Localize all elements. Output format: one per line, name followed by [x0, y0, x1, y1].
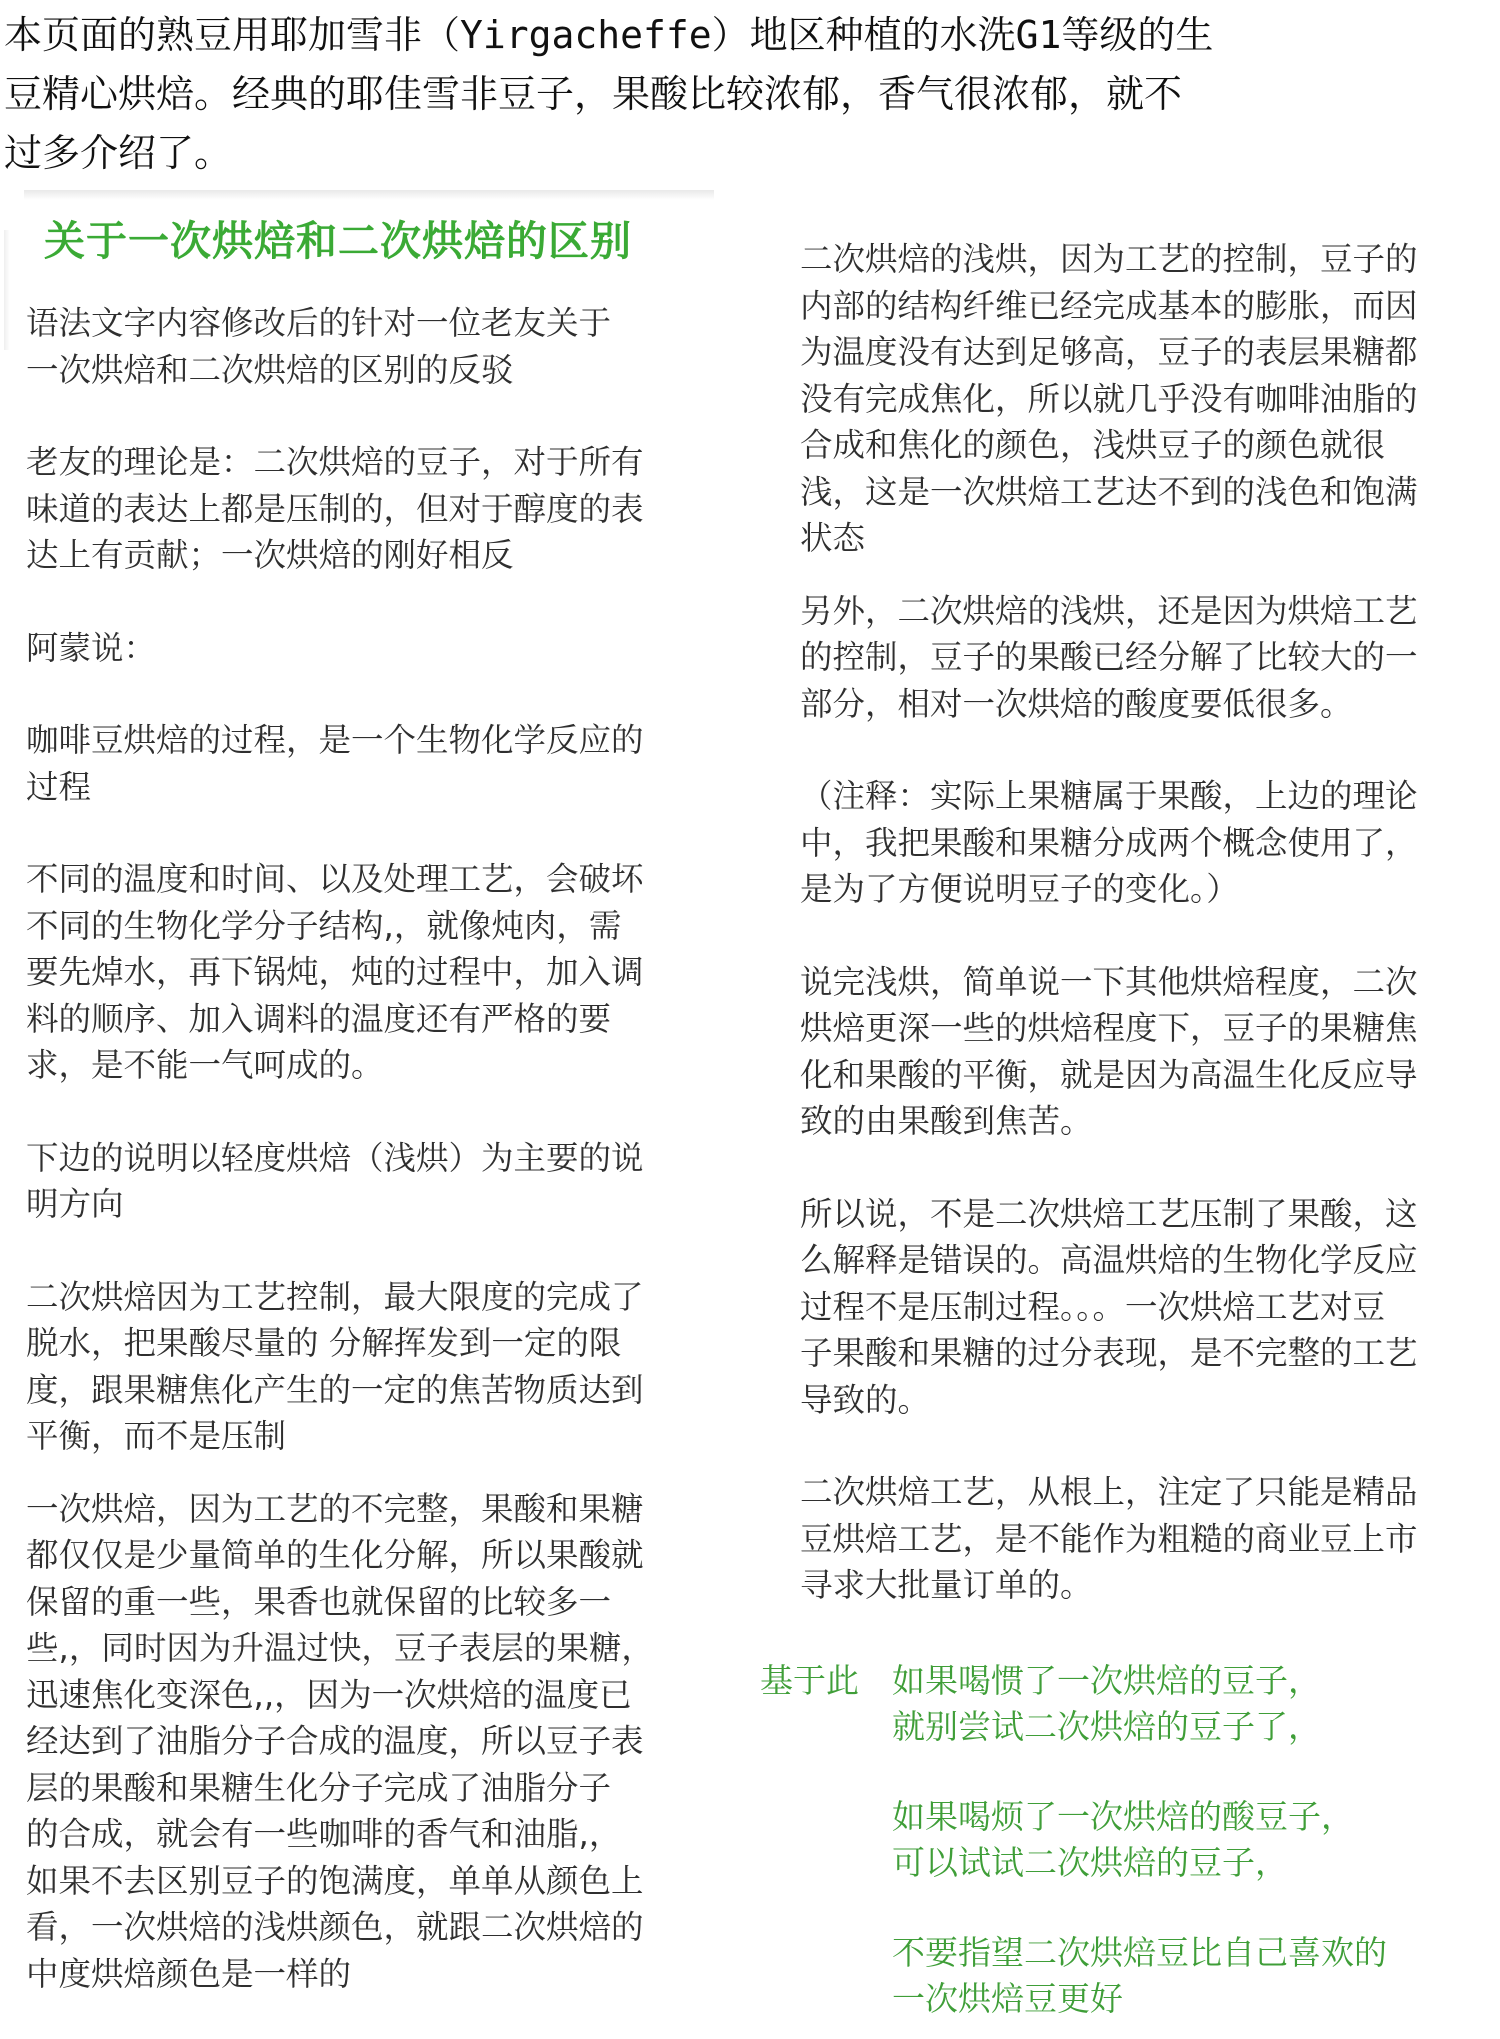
- text-line: 明方向: [26, 1185, 124, 1223]
- text-line: 层的果酸和果糖生化分子完成了油脂分子: [26, 1768, 612, 1807]
- intro-line: 豆精心烘焙。经典的耶佳雪非豆子，果酸比较浓郁，香气很浓郁，就不: [4, 72, 1183, 116]
- conclusion-line: 可以试试二次烘焙的豆子，: [892, 1843, 1288, 1882]
- image-top-edge: [24, 190, 714, 200]
- paragraph: [26, 300, 706, 393]
- text-line: 二次烘焙因为工艺控制，最大限度的完成了: [26, 1277, 644, 1316]
- conclusion-line: 不要指望二次烘焙豆比自己喜欢的: [892, 1933, 1387, 1972]
- text-line: 为温度没有达到足够高，豆子的表层果糖都: [800, 333, 1418, 371]
- text-line: 导致的。: [800, 1380, 931, 1419]
- paragraph: [26, 1274, 706, 1460]
- text-line: 的合成，就会有一些咖啡的香气和油脂,，: [26, 1815, 622, 1853]
- right-column: [800, 236, 1480, 1609]
- text-line: 些,，同时因为升温过快，豆子表层的果糖，: [26, 1629, 654, 1667]
- text-line: 过程: [26, 767, 92, 806]
- intro-line: 本页面的熟豆用耶加雪非（Yirgacheffe）地区种植的水洗G1等级的生: [4, 13, 1214, 57]
- text-line: 中，我把果酸和果糖分成两个概念使用了，: [800, 823, 1418, 862]
- image-left-edge: [4, 230, 10, 350]
- text-line: 老友的理论是：二次烘焙的豆子，对于所有: [26, 443, 644, 481]
- text-line: 另外，二次烘焙的浅烘，还是因为烘焙工艺: [800, 591, 1418, 630]
- text-line: 寻求大批量订单的。: [800, 1566, 1093, 1604]
- text-line: 不同的温度和时间、以及处理工艺，会破坏: [26, 860, 644, 898]
- paragraph: [26, 1486, 706, 1998]
- conclusion-body: [892, 1658, 1480, 2022]
- text-line: 迅速焦化变深色,,，因为一次烘焙的温度已: [26, 1675, 632, 1714]
- paragraph: [800, 959, 1480, 1145]
- paragraph: [26, 1135, 706, 1228]
- text-line: 内部的结构纤维已经完成基本的膨胀，而因: [800, 286, 1418, 325]
- text-line: 咖啡豆烘焙的过程，是一个生物化学反应的: [26, 721, 644, 759]
- text-line: 脱水，把果酸尽量的 分解挥发到一定的限: [26, 1324, 622, 1362]
- paragraph: [800, 773, 1480, 913]
- text-line: 合成和焦化的颜色，浅烘豆子的颜色就很: [800, 426, 1386, 464]
- text-line: 二次烘焙的浅烘，因为工艺的控制，豆子的: [800, 240, 1418, 278]
- text-line: 要先焯水，再下锅炖，炖的过程中，加入调: [26, 953, 644, 991]
- paragraph: [800, 236, 1480, 562]
- text-line: 如果不去区别豆子的饱满度，单单从颜色上: [26, 1861, 644, 1900]
- text-line: 状态: [800, 519, 866, 557]
- intro-line: 过多介绍了。: [4, 131, 233, 175]
- intro-text: [4, 6, 1424, 183]
- left-column: [26, 300, 706, 1997]
- text-line: 平衡，而不是压制: [26, 1417, 287, 1455]
- text-line: 过程不是压制过程。。。一次烘焙工艺对豆: [800, 1287, 1386, 1326]
- article-heading: 关于一次烘焙和二次烘焙的区别: [44, 217, 632, 265]
- text-line: 化和果酸的平衡，就是因为高温生化反应导: [800, 1055, 1418, 1094]
- text-line: 一次烘焙和二次烘焙的区别的反驳: [26, 350, 514, 389]
- paragraph: [26, 717, 706, 810]
- text-line: 度，跟果糖焦化产生的一定的焦苦物质达到: [26, 1370, 644, 1409]
- text-line: 都仅仅是少量简单的生化分解，所以果酸就: [26, 1536, 644, 1574]
- text-line: 看，一次烘焙的浅烘颜色，就跟二次烘焙的: [26, 1908, 644, 1946]
- text-line: 保留的重一些，果香也就保留的比较多一: [26, 1582, 612, 1621]
- text-line: 语法文字内容修改后的针对一位老友关于: [26, 304, 612, 342]
- text-line: 没有完成焦化，所以就几乎没有咖啡油脂的: [800, 379, 1418, 418]
- text-line: 烘焙更深一些的烘焙程度下，豆子的果糖焦: [800, 1009, 1418, 1047]
- text-line: （注释：实际上果糖属于果酸，上边的理论: [800, 777, 1418, 815]
- conclusion-line: 一次烘焙豆更好: [892, 1979, 1123, 2018]
- conclusion-lead: 基于此: [760, 1661, 859, 1700]
- text-line: 豆烘焙工艺，是不能作为粗糙的商业豆上市: [800, 1519, 1418, 1558]
- text-line: 求，是不能一气呵成的。: [26, 1046, 384, 1084]
- text-line: 的控制，豆子的果酸已经分解了比较大的一: [800, 638, 1418, 676]
- text-line: 说完浅烘，简单说一下其他烘焙程度，二次: [800, 962, 1418, 1001]
- text-line: 是为了方便说明豆子的变化。）: [800, 870, 1239, 908]
- text-line: 所以说，不是二次烘焙工艺压制了果酸，这: [800, 1194, 1418, 1233]
- paragraph: [26, 856, 706, 1089]
- text-line: 部分，相对一次烘焙的酸度要低很多。: [800, 684, 1353, 723]
- paragraph: [800, 1191, 1480, 1424]
- conclusion-line: 就别尝试二次烘焙的豆子了，: [892, 1707, 1321, 1746]
- text-line: 味道的表达上都是压制的，但对于醇度的表: [26, 489, 644, 528]
- text-line: 达上有贡献；一次烘焙的刚好相反: [26, 536, 514, 574]
- text-line: 二次烘焙工艺，从根上，注定了只能是精品: [800, 1473, 1418, 1511]
- conclusion-line: 如果喝烦了一次烘焙的酸豆子，: [892, 1797, 1354, 1836]
- text-line: 致的由果酸到焦苦。: [800, 1102, 1093, 1140]
- paragraph: [26, 625, 706, 672]
- conclusion-line: 如果喝惯了一次烘焙的豆子，: [892, 1661, 1321, 1700]
- paragraph: [800, 1469, 1480, 1609]
- text-line: 阿蒙说：: [26, 628, 157, 667]
- text-line: 不同的生物化学分子结构,，就像炖肉，需: [26, 906, 622, 945]
- text-line: 经达到了油脂分子合成的温度，所以豆子表: [26, 1722, 644, 1760]
- text-line: 子果酸和果糖的过分表现，是不完整的工艺: [800, 1334, 1418, 1372]
- text-line: 一次烘焙，因为工艺的不完整，果酸和果糖: [26, 1489, 644, 1528]
- text-line: 么解释是错误的。高温烘焙的生物化学反应: [800, 1241, 1418, 1279]
- text-line: 浅，这是一次烘焙工艺达不到的浅色和饱满: [800, 472, 1418, 511]
- text-line: 中度烘焙颜色是一样的: [26, 1954, 352, 1993]
- text-line: 料的顺序、加入调料的温度还有严格的要: [26, 999, 612, 1038]
- paragraph: [800, 588, 1480, 728]
- paragraph: [26, 439, 706, 579]
- text-line: 下边的说明以轻度烘焙（浅烘）为主要的说: [26, 1138, 644, 1177]
